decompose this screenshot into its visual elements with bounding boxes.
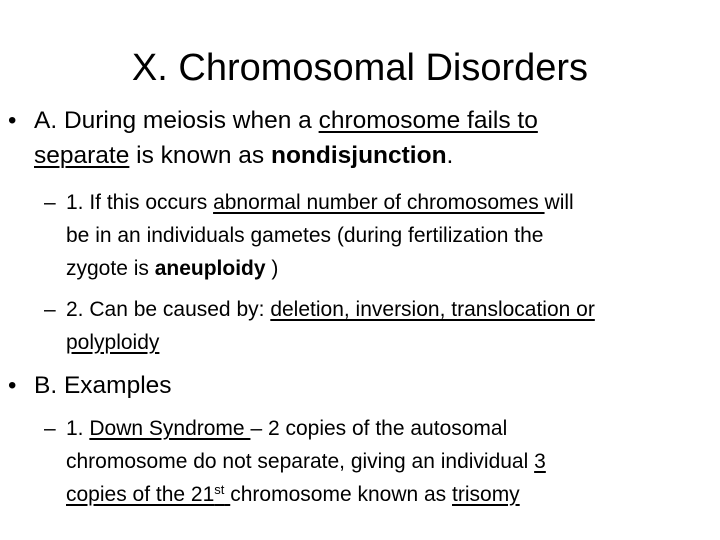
point-a-line-2 xyxy=(34,139,453,172)
point-b1-line-1 xyxy=(66,414,507,443)
text: A. During meiosis when a xyxy=(34,107,319,134)
text: chromosome known as xyxy=(230,483,453,506)
text: 1. xyxy=(66,417,90,440)
bullet-icon: • xyxy=(8,372,17,399)
text: . xyxy=(446,142,454,169)
underlined-term: separate xyxy=(34,142,130,169)
dash-icon: – xyxy=(44,417,56,440)
point-a2-line-2 xyxy=(66,328,159,357)
bold-term: nondisjunction xyxy=(270,142,447,169)
point-a1-line-3 xyxy=(66,254,278,283)
text: 1. If this occurs xyxy=(66,191,214,214)
underlined-term: 3 xyxy=(534,450,546,473)
superscript: st xyxy=(214,482,225,497)
point-a1-line-1 xyxy=(66,188,574,217)
underlined-term: deletion, inversion, translocation or xyxy=(270,298,595,321)
text: copies of the 21 xyxy=(66,483,215,506)
point-b1-line-3 xyxy=(66,480,520,509)
underlined-term xyxy=(66,483,230,506)
underlined-term: trisomy xyxy=(452,483,520,506)
text: is known as xyxy=(129,142,271,169)
point-a2-line-1 xyxy=(66,295,595,324)
text: chromosome do not separate, giving an individual xyxy=(66,450,535,473)
bold-term: aneuploidy xyxy=(154,257,266,280)
text: will xyxy=(544,191,574,214)
point-a1-line-2: be in an individuals gametes (during fertilization the xyxy=(66,224,544,247)
underlined-term: Down Syndrome xyxy=(89,417,251,440)
underlined-term: chromosome fails to xyxy=(318,107,538,134)
underlined-term: abnormal number of chromosomes xyxy=(213,191,545,214)
text: zygote is xyxy=(66,257,155,280)
text: 2. Can be caused by: xyxy=(66,298,271,321)
text: ) xyxy=(265,257,279,280)
bullet-icon: • xyxy=(8,107,17,134)
dash-icon: – xyxy=(44,298,56,321)
dash-icon: – xyxy=(44,191,56,214)
point-b1-line-2 xyxy=(66,447,546,476)
slide-title: X. Chromosomal Disorders xyxy=(131,47,589,89)
point-a-line-1 xyxy=(34,104,538,137)
point-b-line-1: B. Examples xyxy=(34,372,172,399)
underlined-term: polyploidy xyxy=(66,331,160,354)
text: – 2 copies of the autosomal xyxy=(250,417,508,440)
